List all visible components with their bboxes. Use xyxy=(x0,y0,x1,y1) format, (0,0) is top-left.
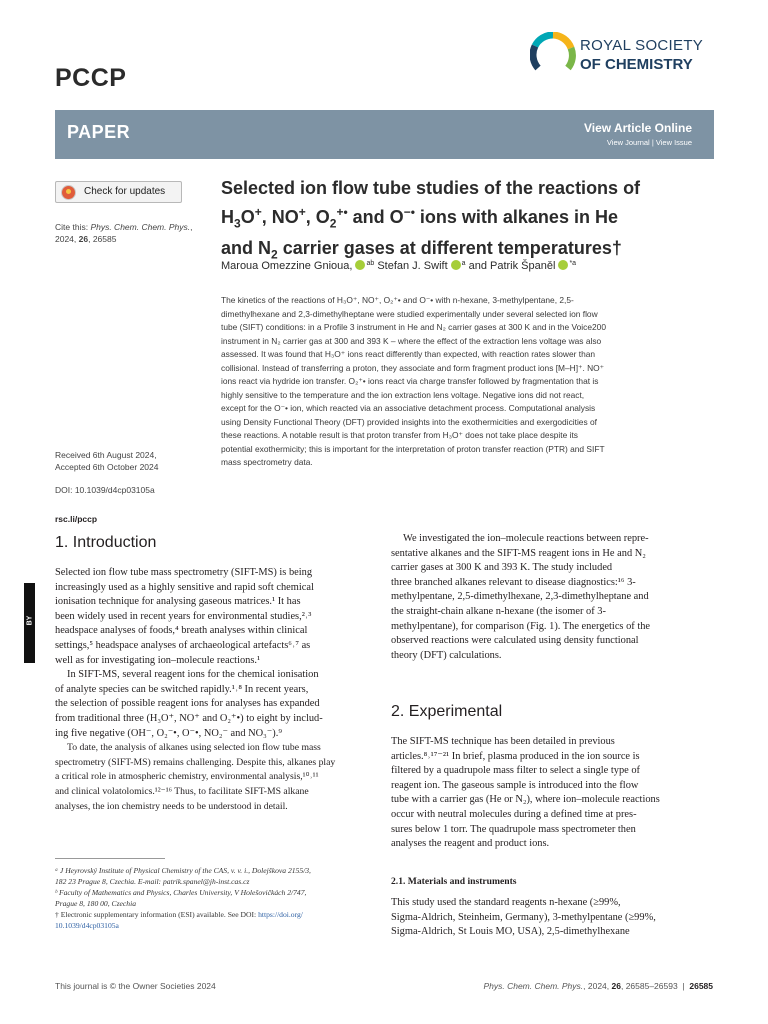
citation xyxy=(55,221,215,245)
cite-journal: Phys. Chem. Chem. Phys. xyxy=(90,222,191,232)
doi[interactable]: DOI: 10.1039/d4cp03105a xyxy=(55,485,155,495)
introduction-text-continued xyxy=(391,532,713,663)
author-name[interactable]: Maroua Omezzine Gnioua, xyxy=(221,260,353,272)
orcid-icon[interactable] xyxy=(558,260,568,270)
footer-citation xyxy=(483,981,713,991)
text-line: ionisation technique for analysing gaseous matrices.¹ It has xyxy=(55,596,301,608)
text-line: filtered by a quadrupole mass filter to select a single type of xyxy=(391,765,641,777)
article-type-banner xyxy=(55,110,714,159)
cite-volume: 26 xyxy=(78,234,89,244)
affiliation-marker: ab xyxy=(366,260,375,267)
abstract-line: instrument in N₂ carrier gas at 300 and 393 K – where the effect of the extraction lens voltage was also xyxy=(221,335,602,346)
publisher-name-line2: OF CHEMISTRY xyxy=(580,56,693,73)
title-sub: 2 xyxy=(329,216,337,231)
footer-volume: 26 xyxy=(611,981,621,991)
view-issue-link[interactable]: View Issue xyxy=(655,138,692,147)
footnote-b-line: Prague 8, 180 00, Czechia xyxy=(55,899,136,908)
abstract-line: using Density Functional Theory (DFT) provided insights into the exothermicities and exergodicities of xyxy=(221,416,597,427)
cite-prefix: Cite this: xyxy=(55,222,91,232)
abstract-line: these reactions. A notable result is that proton transfer from H₃O⁺ does not take place despite its xyxy=(221,430,578,440)
abstract-line: potential exothermicity; this is important for the interpretation of proton transfer reaction (PTR) and SIFT xyxy=(221,443,605,454)
check-for-updates-label: Check for updates xyxy=(84,186,166,197)
footer-pages: , 26585–26593 xyxy=(620,981,678,991)
title-sub: 2 xyxy=(271,247,278,262)
view-journal-link[interactable]: View Journal xyxy=(606,138,650,147)
footer-copyright: This journal is © the Owner Societies 2024 xyxy=(55,981,216,991)
author-name[interactable]: Stefan J. Swift xyxy=(377,260,448,272)
text-line: the straight-chain alkane n-hexane (the isomer of 3- xyxy=(391,605,606,617)
title-sub: 3 xyxy=(234,216,241,231)
text-line: three branched alkanes relevant to disease diagnostics:¹⁶ 3- xyxy=(391,576,636,588)
title-line3-end: carrier gases at different temperatures† xyxy=(277,237,622,258)
subsection-heading-materials: 2.1. Materials and instruments xyxy=(391,876,517,887)
text-line: Sigma-Aldrich, Steinheim, Germany), 3-methylpentane (≥99%, xyxy=(391,911,656,923)
title-o2: , O xyxy=(305,207,330,227)
abstract-line: The kinetics of the reactions of H₃O⁺, NO⁺, O₂⁺• and O⁻• with n-hexane, 3-methylpentane, 2,5- xyxy=(221,295,574,305)
text-line: This study used the standard reagents n-hexane (≥99%, xyxy=(391,897,621,908)
link-separator: | xyxy=(649,138,656,147)
accepted-date: Accepted 6th October 2024 xyxy=(55,462,159,472)
publisher-logo[interactable] xyxy=(530,28,720,84)
text-line: methylpentane, 2,5-dimethylhexane, 2,3-dimethylheptane and xyxy=(391,591,649,603)
text-line: a critical role in atmospheric chemistry, environmental analysis,¹⁰˒¹¹ xyxy=(55,771,319,783)
author-list xyxy=(221,260,721,272)
rsc-logo-icon xyxy=(530,32,576,78)
orcid-icon[interactable] xyxy=(451,260,461,270)
section-heading-introduction: 1. Introduction xyxy=(55,534,157,551)
footnote-a-line: 182 23 Prague 8, Czechia. E-mail: patrik.spanel@jh-inst.cas.cz xyxy=(55,877,250,886)
check-for-updates-button[interactable] xyxy=(55,181,182,203)
text-line: carrier gases at 300 K and 393 K. The study included xyxy=(391,562,613,574)
text-line: headspace analyses of foods,⁴ breath analyses within clinical xyxy=(55,625,308,637)
text-line: sures below 1 torr. The quadrupole mass spectrometer then xyxy=(391,823,636,835)
footnotes xyxy=(55,865,377,931)
section-heading-experimental: 2. Experimental xyxy=(391,703,503,720)
text-line: We investigated the ion–molecule reactions between repre- xyxy=(403,533,649,544)
text-line: well as for investigating ion–molecule reactions.¹ xyxy=(55,654,261,666)
text-line: ing five negative (OH⁻, O₂⁻•, O⁻•, NO₂⁻ and NO₃⁻).⁹ xyxy=(55,727,282,739)
footnote-esi xyxy=(55,909,377,920)
abstract-line: dimethylhexane and 2,3-dimethylheptane were studied experimentally under several selected ion flow xyxy=(221,308,598,319)
esi-text: † Electronic supplementary information (ESI) available. See DOI: xyxy=(55,910,259,919)
abstract-line: mass spectrometry data. xyxy=(221,457,313,467)
title-sup: + xyxy=(298,205,306,219)
footnote-a-line: ᵃ J Heyrovský Institute of Physical Chemistry of the CAS, v. v. i., Dolejškova 2155/3, xyxy=(55,866,311,875)
title-line2-end: ions with alkanes in He xyxy=(414,207,618,227)
text-line: theory (DFT) calculations. xyxy=(391,649,502,661)
orcid-icon[interactable] xyxy=(355,260,365,270)
title-line1: Selected ion flow tube studies of the reactions of xyxy=(221,178,641,198)
text-line: sentative alkanes and the SIFT-MS reagent ions in He and N₂ xyxy=(391,547,646,559)
footnote-b-line: ᵇ Faculty of Mathematics and Physics, Charles University, V Holešovičkách 2/747, xyxy=(55,888,307,897)
journal-name: PCCP xyxy=(55,64,127,92)
abstract-line: except for the O⁻• ion, which reacted via an associative detachment process. Computational analysis xyxy=(221,403,596,413)
abstract-line: collisional. Instead of transferring a proton, they associate and form fragment product ions [M–H]⁺. NO⁺ xyxy=(221,362,605,373)
view-article-online-link[interactable]: View Article Online xyxy=(583,121,692,135)
text-line: from traditional three (H₃O⁺, NO⁺ and O₂⁺•) to eight by includ- xyxy=(55,712,323,724)
publisher-name-line1: ROYAL SOCIETY xyxy=(580,37,704,54)
article-type: PAPER xyxy=(67,122,131,142)
text-line: In SIFT-MS, several reagent ions for the chemical ionisation xyxy=(67,669,319,681)
introduction-text xyxy=(55,566,377,814)
esi-doi-link[interactable]: 10.1039/d4cp03105a xyxy=(55,921,119,930)
banner-links xyxy=(607,138,692,147)
received-date: Received 6th August 2024, xyxy=(55,450,157,460)
experimental-text xyxy=(391,735,713,852)
text-line: articles.⁸˒¹⁷⁻²¹ In brief, plasma produced in the ion source is xyxy=(391,750,640,762)
abstract-line: tube (SIFT) conditions: in a Profile 3 instrument in He and N₂ carrier gases at 300 K and in the Voice200 xyxy=(221,322,606,332)
cite-page: , 26585 xyxy=(88,234,117,244)
esi-doi-link[interactable]: https://doi.org/ xyxy=(258,910,303,919)
text-line: To date, the analysis of alkanes using selected ion flow tube mass xyxy=(67,742,321,754)
text-line: methylpentane), for comparison (Fig. 1). The energetics of the xyxy=(391,620,651,632)
author-conjunction: and xyxy=(465,260,490,272)
crossmark-icon xyxy=(61,185,76,200)
title-sup: −• xyxy=(403,205,415,219)
text-line: been widely used in recent years for environmental studies,²˒³ xyxy=(55,610,312,622)
text-line: increasingly used as a highly sensitive and rapid soft chemical xyxy=(55,581,314,593)
text-line: Sigma-Aldrich, St Louis MO, USA), 2,5-dimethylhexane xyxy=(391,926,630,938)
footnote-rule xyxy=(55,858,165,859)
abstract-line: highly sensitive to the temperature and the ion extraction lens voltage. Negative ions did not react, xyxy=(221,389,585,400)
license-label: BY xyxy=(26,615,34,626)
title-o-minus: and O xyxy=(347,207,404,227)
text-line: observed reactions were calculated using density functional xyxy=(391,635,639,647)
journal-link[interactable]: rsc.li/pccp xyxy=(55,514,98,524)
title-line3-start: and N xyxy=(221,237,272,258)
title-no: , NO xyxy=(261,207,299,227)
text-line: and clinical volatolomics.¹²⁻¹⁶ Thus, to facilitate SIFT-MS alkane xyxy=(55,785,309,797)
footer-journal: Phys. Chem. Chem. Phys. xyxy=(483,981,584,991)
text-line: analyses the reagent and product ions. xyxy=(391,838,550,850)
text-line: tube with a carrier gas (He or N₂), where ion–molecule reactions xyxy=(391,794,660,806)
title-o: O xyxy=(240,207,255,227)
title-sup: +• xyxy=(336,205,348,219)
abstract-line: ions react via hydride ion transfer. O₂⁺• ions react via charge transfer followed by fragmentation that is xyxy=(221,376,599,386)
text-line: The SIFT-MS technique has been detailed in previous xyxy=(391,736,615,747)
cc-by-license-badge[interactable] xyxy=(24,583,35,663)
footer-separator: | xyxy=(677,981,690,991)
text-line: spectrometry (SIFT-MS) remains challenging. Despite this, alkanes play xyxy=(55,756,336,768)
author-name[interactable]: Patrik Španěl xyxy=(490,260,556,272)
text-line: of analyte species can be switched rapidly.¹˒⁸ In recent years, xyxy=(55,683,309,695)
affiliation-marker: *a xyxy=(569,260,577,267)
abstract xyxy=(221,294,714,470)
text-line: settings,⁵ headspace analyses of archaeological artefacts⁶˒⁷ as xyxy=(55,639,311,651)
text-line: Selected ion flow tube mass spectrometry (SIFT-MS) is being xyxy=(55,567,313,578)
text-line: occur with neutral molecules during a defined time at pres- xyxy=(391,808,637,820)
footer-year: , 2024, xyxy=(583,981,612,991)
affiliation-marker: a xyxy=(461,260,466,267)
text-line: analyses, the ion chemistry needs to be understood in detail. xyxy=(55,800,288,812)
text-line: the selection of possible reagent ions for analyses has expanded xyxy=(55,698,320,710)
article-title xyxy=(221,176,721,266)
materials-text xyxy=(391,896,713,940)
page-number: 26585 xyxy=(689,981,713,991)
abstract-line: assessed. It was found that H₃O⁺ ions react differently than expected, with reaction rates slower than xyxy=(221,349,596,359)
title-h: H xyxy=(221,207,234,227)
text-line: reagent ion. The gaseous sample is introduced into the flow xyxy=(391,779,639,791)
cite-year: , 2024, xyxy=(55,222,193,244)
title-sup: + xyxy=(254,205,262,219)
